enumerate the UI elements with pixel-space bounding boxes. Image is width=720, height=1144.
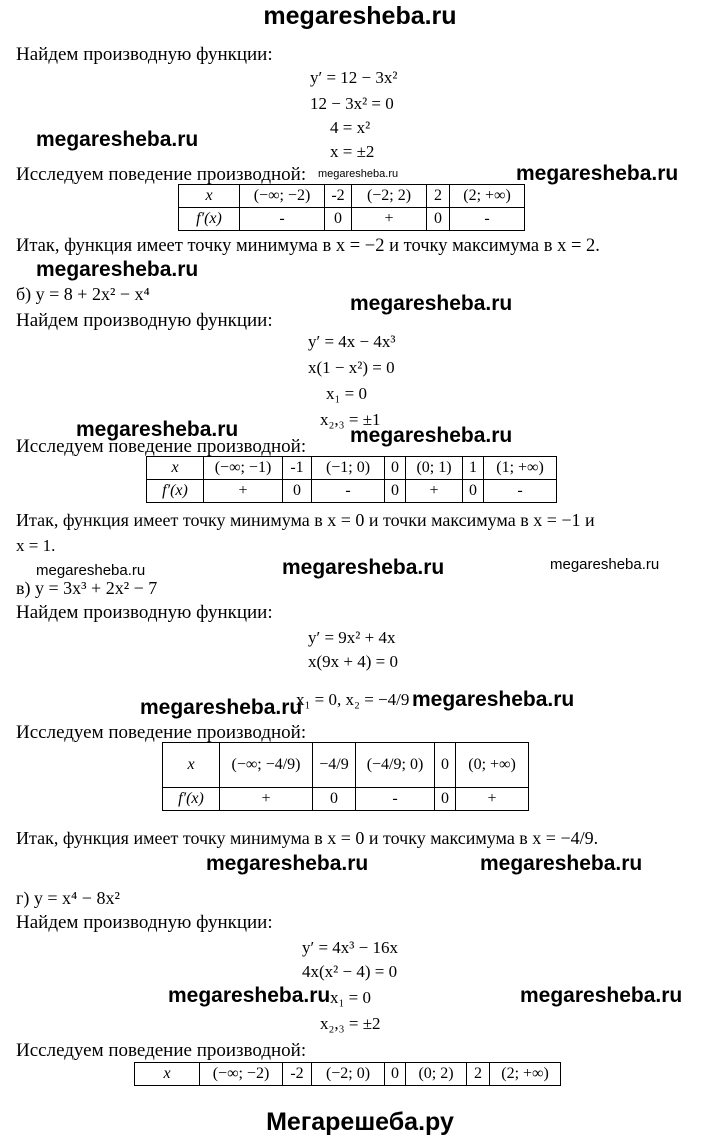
table-cell: -2 (325, 185, 352, 208)
table-cell: - (312, 480, 385, 503)
equation-c-3: x₁ = 0, x₂ = −4/9 (296, 690, 410, 709)
table-cell: (0; 1) (406, 457, 463, 480)
watermark: megaresheba.ru (480, 852, 643, 875)
table-cell: + (406, 480, 463, 503)
table-cell: f′(x) (179, 208, 240, 231)
table-row-f (179, 208, 525, 231)
find-derivative-label-a: Найдем производную функции: (16, 44, 273, 65)
derivative-sign-table-c (162, 742, 529, 811)
table-cell: 0 (385, 457, 406, 480)
equation-b-4: x₂,₃ = ±1 (320, 410, 381, 429)
table-cell: 0 (385, 1063, 406, 1086)
page-footer: Мегарешеба.ру (266, 1108, 454, 1136)
equation-b-3: x₁ = 0 (326, 384, 368, 403)
table-cell: (−4/9; 0) (356, 743, 435, 788)
table-row-x (135, 1063, 561, 1086)
page-header: megaresheba.ru (263, 2, 457, 30)
watermark: megaresheba.ru (76, 418, 239, 441)
table-cell: (−∞; −2) (200, 1063, 283, 1086)
table-cell: - (240, 208, 325, 231)
watermark: megaresheba.ru (412, 688, 575, 711)
table-cell: (2; +∞) (450, 185, 525, 208)
equation-a-3: 4 = x² (330, 118, 371, 137)
watermark: megaresheba.ru (140, 696, 303, 719)
table-cell: -2 (283, 1063, 312, 1086)
watermark: megaresheba.ru (282, 556, 445, 579)
equation-a-2: 12 − 3x² = 0 (310, 94, 394, 113)
table-cell: + (352, 208, 427, 231)
table-cell: (−∞; −1) (204, 457, 283, 480)
equation-c-2: x(9x + 4) = 0 (308, 652, 398, 671)
table-cell: -1 (283, 457, 312, 480)
equation-b-1: y′ = 4x − 4x³ (308, 332, 396, 351)
watermark: megaresheba.ru (206, 852, 369, 875)
watermark: megaresheba.ru (36, 128, 199, 151)
table-cell: (−∞; −2) (240, 185, 325, 208)
derivative-sign-table-d (134, 1062, 561, 1086)
table-cell: f′(x) (147, 480, 204, 503)
equation-d-3: x₁ = 0 (330, 988, 372, 1007)
table-cell: - (450, 208, 525, 231)
equation-a-4: x = ±2 (330, 142, 375, 161)
table-cell: 0 (435, 743, 456, 788)
table-cell: x (179, 185, 240, 208)
table-row-f (163, 788, 529, 811)
table-cell: (1; +∞) (484, 457, 557, 480)
watermark: megaresheba.ru (520, 984, 683, 1007)
watermark: megaresheba.ru (350, 292, 513, 315)
table-cell: (2; +∞) (490, 1063, 561, 1086)
equation-d-2: 4x(x² − 4) = 0 (302, 962, 398, 981)
table-cell: 0 (385, 480, 406, 503)
table-cell: (0; 2) (406, 1063, 467, 1086)
table-cell: x (147, 457, 204, 480)
table-cell: 0 (325, 208, 352, 231)
table-cell: 0 (463, 480, 484, 503)
find-derivative-label-c: Найдем производную функции: (16, 602, 273, 623)
equation-a-1: y′ = 12 − 3x² (310, 68, 398, 87)
table-cell: (0; +∞) (456, 743, 529, 788)
table-cell: 0 (283, 480, 312, 503)
table-cell: + (220, 788, 313, 811)
part-b-label: б) y = 8 + 2x² − x⁴ (16, 284, 150, 304)
watermark: megaresheba.ru (516, 162, 679, 185)
find-derivative-label-d: Найдем производную функции: (16, 912, 273, 933)
conclusion-c: Итак, функция имеет точку минимума в x = 0 и точку максимума в x = −4/9. (16, 828, 599, 848)
table-cell: (−2; 2) (352, 185, 427, 208)
table-cell: + (204, 480, 283, 503)
table-cell: 0 (427, 208, 450, 231)
conclusion-b-line-2: x = 1. (16, 536, 56, 555)
table-row-x (179, 185, 525, 208)
table-cell: (−2; 0) (312, 1063, 385, 1086)
part-d-label: г) y = x⁴ − 8x² (16, 888, 120, 908)
table-cell: - (484, 480, 557, 503)
conclusion-a: Итак, функция имеет точку минимума в x = −2 и точку максимума в x = 2. (16, 236, 600, 256)
watermark: megaresheba.ru (36, 258, 199, 281)
watermark: megaresheba.ru (168, 984, 331, 1007)
table-row-x (147, 457, 557, 480)
watermark: megaresheba.ru (550, 556, 660, 573)
derivative-sign-table-a (178, 184, 525, 231)
equation-b-2: x(1 − x²) = 0 (308, 358, 395, 377)
investigate-label-d: Исследуем поведение производной: (16, 1040, 307, 1061)
find-derivative-label-b: Найдем производную функции: (16, 310, 273, 331)
table-cell: - (356, 788, 435, 811)
table-cell: 0 (313, 788, 356, 811)
table-cell: 2 (467, 1063, 490, 1086)
equation-d-4: x₂,₃ = ±2 (320, 1014, 381, 1033)
investigate-label-b: Исследуем поведение производной: (16, 436, 307, 457)
table-cell: (−1; 0) (312, 457, 385, 480)
table-cell: x (163, 743, 220, 788)
investigate-label-c: Исследуем поведение производной: (16, 722, 307, 743)
table-cell: 2 (427, 185, 450, 208)
equation-c-1: y′ = 9x² + 4x (308, 628, 396, 647)
investigate-label-a: Исследуем поведение производной: (16, 164, 307, 185)
table-cell: 1 (463, 457, 484, 480)
watermark: megaresheba.ru (350, 424, 513, 447)
conclusion-b-line-1: Итак, функция имеет точку минимума в x = 0 и точки максимума в x = −1 и (16, 510, 595, 530)
table-cell: f′(x) (163, 788, 220, 811)
part-c-label: в) y = 3x³ + 2x² − 7 (16, 578, 158, 598)
table-cell: x (135, 1063, 200, 1086)
table-cell: + (456, 788, 529, 811)
table-cell: 0 (435, 788, 456, 811)
table-row-x (163, 743, 529, 788)
table-cell: −4/9 (313, 743, 356, 788)
watermark: megaresheba.ru (36, 562, 146, 579)
table-cell: (−∞; −4/9) (220, 743, 313, 788)
table-row-f (147, 480, 557, 503)
watermark: megaresheba.ru (318, 168, 399, 180)
derivative-sign-table-b (146, 456, 557, 503)
equation-d-1: y′ = 4x³ − 16x (302, 938, 398, 957)
